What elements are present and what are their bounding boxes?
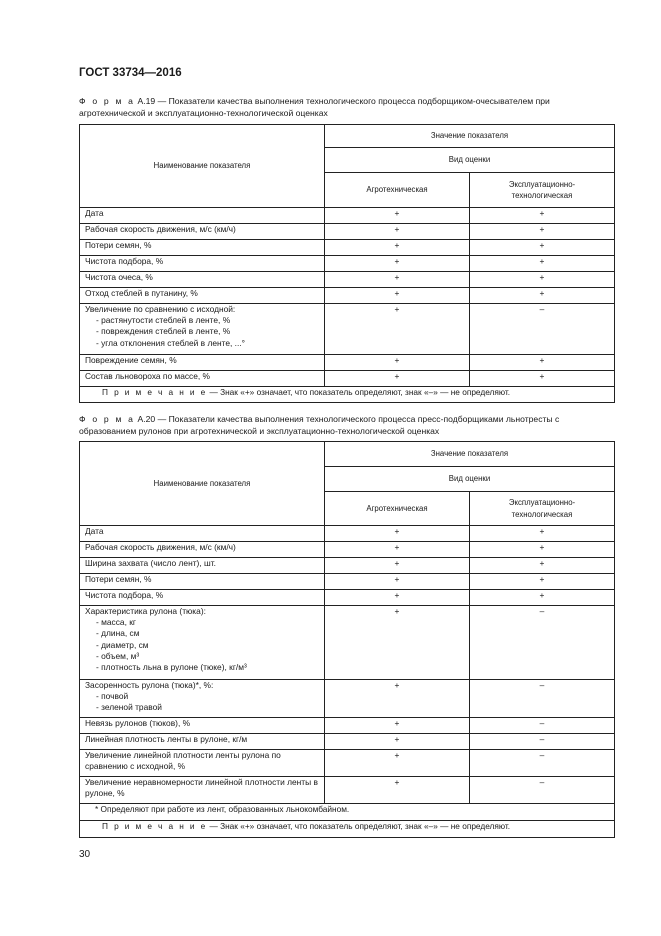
agro-mark: +	[325, 558, 470, 574]
table-row	[80, 574, 615, 590]
agro-mark: +	[325, 526, 470, 542]
indicator-label: Дата	[85, 208, 104, 218]
form-a20-caption	[79, 413, 615, 437]
table-row	[80, 288, 615, 304]
indicator-label: Характеристика рулона (тюка):	[85, 606, 206, 616]
col-header-expl: Эксплуатационно- технологическая	[470, 492, 615, 526]
indicator-sub-item: - плотность льна в рулоне (тюке), кг/м³	[96, 662, 247, 673]
caption-text: А.19 — Показатели качества выполнения технологического процесса подборщиком-очесывателем при агротехнической и эксплуатационно-технологической оценках	[79, 96, 550, 118]
agro-mark: +	[325, 355, 470, 371]
table-row	[80, 590, 615, 606]
indicator-name	[80, 240, 325, 256]
agro-mark: +	[325, 371, 470, 387]
indicator-label: Увеличение линейной плотности ленты рулона по сравнению с исходной, %	[85, 750, 281, 772]
col-header-kind: Вид оценки	[325, 148, 615, 173]
agro-mark: +	[325, 272, 470, 288]
table-row	[80, 304, 615, 355]
expl-mark: –	[470, 606, 615, 680]
indicator-sub-item: - почвой	[96, 691, 129, 702]
indicator-name	[80, 355, 325, 371]
form-word: Ф о р м а	[79, 96, 136, 106]
agro-mark: +	[325, 734, 470, 750]
agro-mark: +	[325, 574, 470, 590]
table-row	[80, 542, 615, 558]
table-row	[80, 256, 615, 272]
document-header: ГОСТ 33734—2016	[79, 67, 182, 79]
indicator-label: Увеличение по сравнению с исходной:	[85, 304, 236, 314]
expl-mark: +	[470, 574, 615, 590]
agro-mark: +	[325, 542, 470, 558]
indicator-name	[80, 750, 325, 777]
expl-mark: +	[470, 526, 615, 542]
table-note	[80, 821, 615, 838]
table-row	[80, 371, 615, 387]
indicator-sub-item: - диаметр, см	[96, 639, 149, 650]
expl-mark: –	[470, 718, 615, 734]
indicator-label: Чистота подбора, %	[85, 590, 164, 600]
indicator-label: Рабочая скорость движения, м/с (км/ч)	[85, 224, 236, 234]
indicator-name	[80, 606, 325, 680]
col-header-name: Наименование показателя	[80, 125, 325, 208]
indicator-name	[80, 590, 325, 606]
indicator-label: Рабочая скорость движения, м/с (км/ч)	[85, 542, 236, 552]
indicator-name	[80, 718, 325, 734]
note-text: — Знак «+» означает, что показатель определяют, знак «–» — не определяют.	[207, 821, 511, 831]
expl-mark: +	[470, 208, 615, 224]
indicator-label: Линейная плотность ленты в рулоне, кг/м	[85, 734, 248, 744]
table-row	[80, 680, 615, 718]
table-row	[80, 208, 615, 224]
expl-mark: –	[470, 750, 615, 777]
indicator-name	[80, 526, 325, 542]
col-header-name: Наименование показателя	[80, 442, 325, 526]
indicator-name	[80, 777, 325, 804]
expl-mark: –	[470, 734, 615, 750]
expl-mark: –	[470, 680, 615, 718]
col-header-value: Значение показателя	[325, 125, 615, 148]
indicator-name	[80, 224, 325, 240]
indicator-name	[80, 542, 325, 558]
indicator-name	[80, 304, 325, 355]
indicator-name	[80, 574, 325, 590]
table-row	[80, 355, 615, 371]
expl-mark: +	[470, 371, 615, 387]
form-a19-caption	[79, 95, 615, 119]
indicator-name	[80, 208, 325, 224]
agro-mark: +	[325, 240, 470, 256]
table-a19	[79, 124, 615, 403]
table-row	[80, 777, 615, 804]
table-row	[80, 272, 615, 288]
expl-mark: +	[470, 542, 615, 558]
agro-mark: +	[325, 590, 470, 606]
indicator-label: Увеличение неравномерности линейной плотности ленты в рулоне, %	[85, 777, 318, 799]
page-number: 30	[79, 849, 91, 860]
indicator-sub-item: - зеленой травой	[96, 702, 162, 713]
col-header-value: Значение показателя	[325, 442, 615, 467]
expl-mark: +	[470, 240, 615, 256]
expl-mark: +	[470, 288, 615, 304]
expl-mark: +	[470, 590, 615, 606]
table-row	[80, 224, 615, 240]
indicator-name	[80, 680, 325, 718]
indicator-sub-item: - растянутости стеблей в ленте, %	[96, 315, 231, 326]
table-footnote: * Определяют при работе из лент, образованных льнокомбайном.	[80, 804, 615, 821]
expl-mark: +	[470, 224, 615, 240]
indicator-name	[80, 272, 325, 288]
indicator-label: Состав льновороха по массе, %	[85, 371, 210, 381]
agro-mark: +	[325, 288, 470, 304]
note-word: П р и м е ч а н и е	[102, 387, 208, 397]
agro-mark: +	[325, 256, 470, 272]
expl-mark: +	[470, 272, 615, 288]
indicator-sub-item: - масса, кг	[96, 617, 136, 628]
table-row	[80, 750, 615, 777]
indicator-label: Ширина захвата (число лент), шт.	[85, 558, 216, 568]
indicator-name	[80, 371, 325, 387]
expl-mark: –	[470, 304, 615, 355]
agro-mark: +	[325, 208, 470, 224]
agro-mark: +	[325, 777, 470, 804]
indicator-label: Невязь рулонов (тюков), %	[85, 718, 191, 728]
col-header-expl: Эксплуатационно- технологическая	[470, 173, 615, 208]
indicator-name	[80, 734, 325, 750]
note-word: П р и м е ч а н и е	[102, 821, 208, 831]
indicator-label: Засоренность рулона (тюка)*, %:	[85, 680, 214, 690]
col-header-agro: Агротехническая	[325, 173, 470, 208]
indicator-sub-item: - объем, м³	[96, 650, 140, 661]
agro-mark: +	[325, 304, 470, 355]
agro-mark: +	[325, 680, 470, 718]
form-word: Ф о р м а	[79, 414, 136, 424]
expl-mark: +	[470, 256, 615, 272]
table-row	[80, 558, 615, 574]
indicator-label: Чистота подбора, %	[85, 256, 164, 266]
table-row	[80, 734, 615, 750]
table-row	[80, 240, 615, 256]
indicator-name	[80, 558, 325, 574]
expl-mark: +	[470, 355, 615, 371]
expl-mark: +	[470, 558, 615, 574]
note-text: — Знак «+» означает, что показатель определяют, знак «–» — не определяют.	[207, 387, 511, 397]
table-row	[80, 606, 615, 680]
indicator-label: Потери семян, %	[85, 574, 152, 584]
indicator-sub-item: - длина, см	[96, 628, 140, 639]
table-note	[80, 387, 615, 403]
agro-mark: +	[325, 750, 470, 777]
col-header-kind: Вид оценки	[325, 467, 615, 492]
indicator-label: Потери семян, %	[85, 240, 152, 250]
agro-mark: +	[325, 718, 470, 734]
expl-mark: –	[470, 777, 615, 804]
table-row	[80, 718, 615, 734]
table-a20	[79, 441, 615, 838]
indicator-name	[80, 288, 325, 304]
indicator-label: Повреждение семян, %	[85, 355, 177, 365]
table-row	[80, 526, 615, 542]
indicator-label: Дата	[85, 526, 104, 536]
col-header-agro: Агротехническая	[325, 492, 470, 526]
agro-mark: +	[325, 606, 470, 680]
caption-text: А.20 — Показатели качества выполнения технологического процесса пресс-подборщиками льнотресты с образованием рулонов при агротехнической и эксплуатационно-технологической оценках	[79, 414, 560, 436]
indicator-label: Чистота очеса, %	[85, 272, 153, 282]
indicator-name	[80, 256, 325, 272]
indicator-sub-item: - повреждения стеблей в ленте, %	[96, 326, 231, 337]
indicator-sub-item: - угла отклонения стеблей в ленте, ...°	[96, 337, 245, 348]
agro-mark: +	[325, 224, 470, 240]
indicator-label: Отход стеблей в путанину, %	[85, 288, 198, 298]
